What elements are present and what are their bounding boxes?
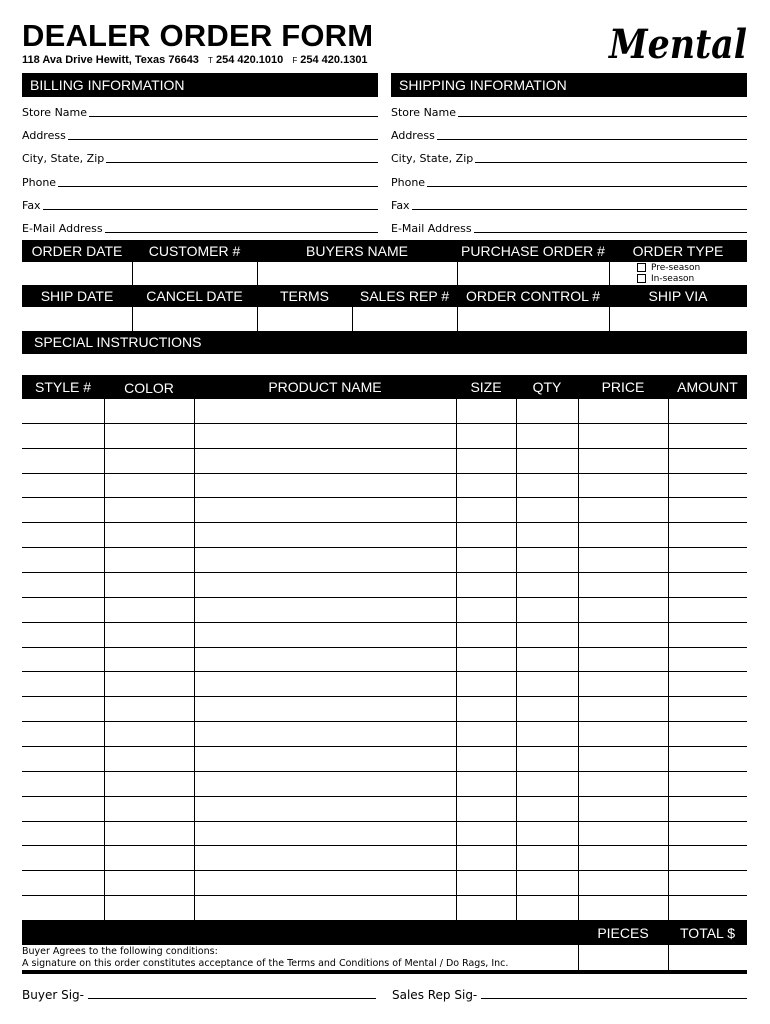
table-row[interactable] [22, 672, 747, 697]
buyer-sig-label: Buyer Sig- [22, 988, 84, 1002]
field-label: Fax [391, 198, 410, 212]
field-label: E-Mail Address [22, 221, 103, 235]
order-row2-header [22, 285, 747, 307]
table-row[interactable] [22, 747, 747, 772]
company-phone: 254 420.1010 [215, 54, 284, 66]
page-title: DEALER ORDER FORM [22, 18, 374, 53]
order-row2-fields [22, 307, 747, 331]
field-label: City, State, Zip [22, 152, 105, 166]
purchase-order-header: PURCHASE ORDER # [461, 243, 605, 259]
billing-field-5[interactable] [22, 216, 378, 236]
sales-rep-sig-label: Sales Rep Sig- [392, 988, 478, 1002]
column-divider [104, 399, 105, 921]
sales-rep-sig-line[interactable] [481, 998, 747, 999]
field-label: Address [391, 129, 435, 143]
field-label: Store Name [391, 106, 457, 119]
table-row[interactable] [22, 573, 747, 598]
terms-field[interactable] [258, 307, 352, 331]
table-row[interactable] [22, 772, 747, 797]
billing-field-2[interactable] [22, 146, 378, 166]
order-row1-header [22, 240, 747, 262]
table-row[interactable] [22, 399, 747, 424]
preseason-option[interactable] [637, 263, 700, 274]
amount-header: AMOUNT [677, 379, 738, 395]
company-address-line [22, 54, 368, 66]
size-header: SIZE [470, 379, 502, 395]
mental-logo [607, 20, 749, 68]
sales-rep-signature[interactable] [392, 986, 747, 1002]
ship-date-header: SHIP DATE [40, 288, 114, 304]
field-line[interactable] [89, 116, 378, 117]
preseason-label: Pre-season [651, 263, 701, 273]
field-label: City, State, Zip [391, 152, 474, 166]
customer-number-header: CUSTOMER # [148, 243, 241, 259]
price-header: PRICE [601, 379, 645, 395]
shipping-field-1[interactable] [391, 123, 747, 143]
column-divider [578, 399, 579, 921]
buyer-signature[interactable] [22, 986, 376, 1002]
sales-rep-header: SALES REP # [359, 288, 450, 304]
pieces-field[interactable] [579, 945, 668, 971]
field-line[interactable] [43, 209, 378, 210]
billing-fields [22, 100, 378, 239]
cancel-date-header: CANCEL DATE [146, 288, 243, 304]
ship-via-header: SHIP VIA [648, 288, 708, 304]
billing-field-1[interactable] [22, 123, 378, 143]
shipping-section-header: SHIPPING INFORMATION [391, 73, 747, 97]
table-row[interactable] [22, 722, 747, 747]
terms-header: TERMS [280, 288, 329, 304]
purchase-order-field[interactable] [458, 262, 609, 285]
table-row[interactable] [22, 822, 747, 847]
table-row[interactable] [22, 846, 747, 871]
terms-line-1: Buyer Agrees to the following conditions: [22, 946, 218, 957]
table-row[interactable] [22, 871, 747, 896]
table-row[interactable] [22, 797, 747, 822]
special-instructions-header: SPECIAL INSTRUCTIONS [22, 331, 747, 354]
divider [609, 262, 610, 285]
table-row[interactable] [22, 474, 747, 499]
table-row[interactable] [22, 896, 747, 921]
field-line[interactable] [427, 186, 747, 187]
order-control-field[interactable] [458, 307, 609, 331]
inseason-checkbox[interactable] [637, 274, 646, 283]
field-label: Store Name [22, 106, 88, 119]
shipping-field-5[interactable] [391, 216, 747, 236]
order-date-field[interactable] [22, 262, 132, 285]
total-label: TOTAL $ [680, 925, 735, 941]
column-divider [516, 399, 517, 921]
shipping-field-2[interactable] [391, 146, 747, 166]
column-divider [456, 399, 457, 921]
fax-prefix: F [292, 56, 298, 65]
order-date-header: ORDER DATE [31, 243, 123, 259]
field-line[interactable] [458, 116, 747, 117]
table-row[interactable] [22, 498, 747, 523]
field-label: Fax [22, 198, 41, 212]
table-row[interactable] [22, 623, 747, 648]
company-address: 118 Ava Drive Hewitt, Texas 76643 [22, 54, 199, 66]
table-row[interactable] [22, 697, 747, 722]
pieces-label: PIECES [597, 925, 649, 941]
footer-rule [22, 970, 747, 974]
items-table-totals-bar [22, 921, 747, 945]
billing-field-4[interactable] [22, 193, 378, 213]
field-line[interactable] [105, 232, 378, 233]
qty-header: QTY [532, 379, 562, 395]
shipping-field-4[interactable] [391, 193, 747, 213]
color-header: COLOR [124, 380, 174, 396]
table-row[interactable] [22, 598, 747, 623]
field-label: Phone [22, 175, 57, 189]
ship-date-field[interactable] [22, 307, 132, 331]
field-line[interactable] [68, 139, 378, 140]
table-row[interactable] [22, 449, 747, 474]
buyers-name-header: BUYERS NAME [306, 243, 408, 259]
terms-line-2: A signature on this order constitutes acceptance of the Terms and Conditions of Mental / Do Rags, Inc. [22, 958, 509, 969]
phone-prefix: T [208, 56, 213, 65]
field-line[interactable] [474, 232, 747, 233]
style-number-header: STYLE # [34, 379, 92, 395]
logo-text: Mental [607, 21, 747, 68]
preseason-checkbox[interactable] [637, 263, 646, 272]
field-line[interactable] [412, 209, 747, 210]
buyer-sig-line[interactable] [88, 998, 376, 999]
table-row[interactable] [22, 424, 747, 449]
items-table-body [22, 399, 747, 921]
billing-field-3[interactable] [22, 170, 378, 190]
billing-field-0[interactable] [22, 100, 378, 120]
field-label: Phone [391, 175, 426, 189]
shipping-field-3[interactable] [391, 170, 747, 190]
special-instructions-field[interactable] [22, 354, 747, 375]
field-label: Address [22, 129, 66, 143]
table-row[interactable] [22, 548, 747, 573]
order-type-header: ORDER TYPE [632, 243, 724, 259]
customer-number-field[interactable] [133, 262, 257, 285]
field-line[interactable] [106, 162, 378, 163]
shipping-fields [391, 100, 747, 239]
field-line[interactable] [437, 139, 747, 140]
buyers-name-field[interactable] [258, 262, 457, 285]
inseason-option[interactable] [637, 274, 694, 285]
items-table [22, 375, 747, 945]
items-table-header [22, 375, 747, 399]
billing-section-header: BILLING INFORMATION [22, 73, 378, 97]
sales-rep-field[interactable] [353, 307, 457, 331]
column-divider [194, 399, 195, 921]
shipping-field-0[interactable] [391, 100, 747, 120]
order-row1-fields [22, 262, 747, 285]
total-field[interactable] [669, 945, 747, 971]
field-label: E-Mail Address [391, 221, 472, 235]
column-divider [668, 399, 669, 921]
inseason-label: In-season [651, 274, 695, 284]
order-control-header: ORDER CONTROL # [465, 288, 601, 304]
field-line[interactable] [58, 186, 378, 187]
table-row[interactable] [22, 648, 747, 673]
terms-area [22, 945, 747, 971]
cancel-date-field[interactable] [133, 307, 257, 331]
field-line[interactable] [475, 162, 747, 163]
table-row[interactable] [22, 523, 747, 548]
product-name-header: PRODUCT NAME [268, 379, 382, 395]
company-fax: 254 420.1301 [300, 54, 368, 66]
ship-via-field[interactable] [610, 307, 747, 331]
